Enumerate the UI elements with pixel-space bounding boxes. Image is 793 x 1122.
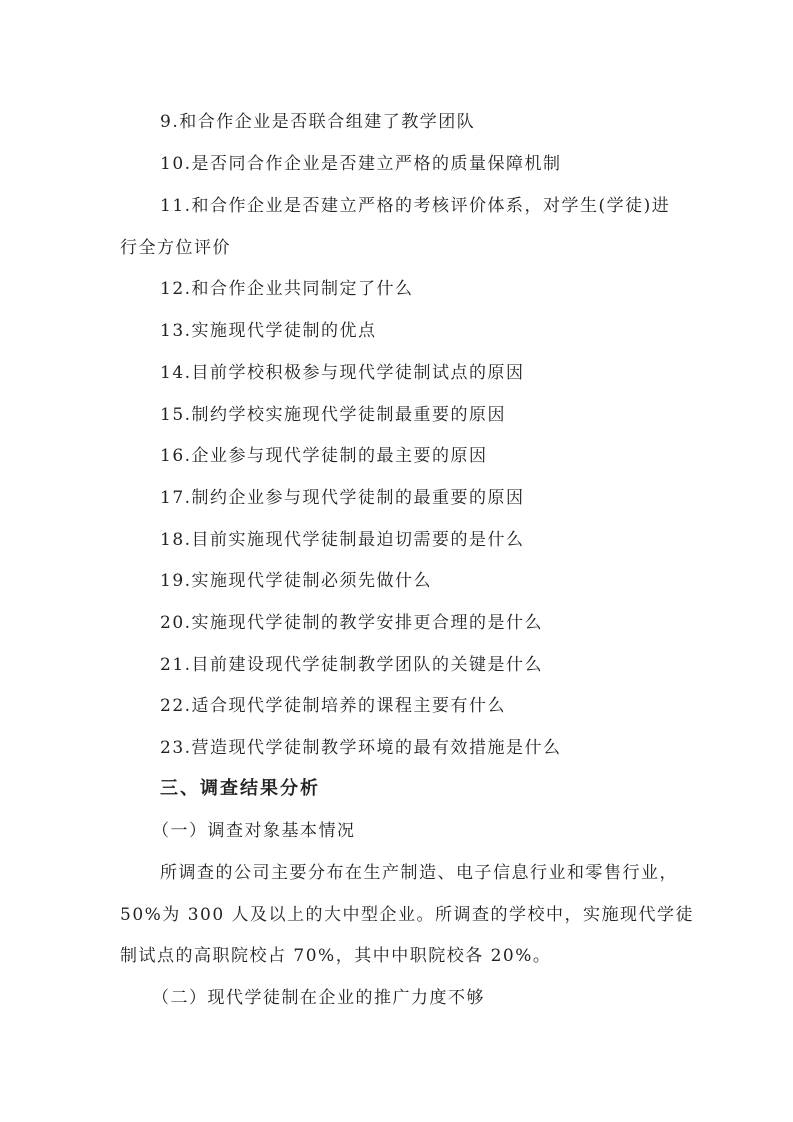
question-22: 22.适合现代学徒制培养的课程主要有什么 (160, 696, 507, 716)
question-14: 14.目前学校积极参与现代学徒制试点的原因 (160, 363, 525, 383)
subsection-heading-2: （二）现代学徒制在企业的推广力度不够 (152, 988, 485, 1008)
question-13: 13.实施现代学徒制的优点 (160, 321, 377, 341)
question-18: 18.目前实施现代学徒制最迫切需要的是什么 (160, 530, 525, 550)
subsection-heading-1: （一）调查对象基本情况 (152, 821, 356, 841)
question-20: 20.实施现代学徒制的教学安排更合理的是什么 (160, 613, 544, 633)
paragraph-line: 所调查的公司主要分布在生产制造、电子信息行业和零售行业， (160, 863, 678, 883)
paragraph-line: 50%为 300 人及以上的大中型企业。所调查的学校中，实施现代学徒 (120, 905, 695, 925)
question-23: 23.营造现代学徒制教学环境的最有效措施是什么 (160, 738, 562, 758)
question-17: 17.制约企业参与现代学徒制的最重要的原因 (160, 488, 525, 508)
question-10: 10.是否同合作企业是否建立严格的质量保障机制 (160, 154, 562, 174)
question-19: 19.实施现代学徒制必须先做什么 (160, 571, 433, 591)
question-11: 11.和合作企业是否建立严格的考核评价体系，对学生(学徒)进 (160, 196, 671, 216)
question-9: 9.和合作企业是否联合组建了教学团队 (160, 112, 476, 132)
question-16: 16.企业参与现代学徒制的最主要的原因 (160, 446, 488, 466)
question-11-continued: 行全方位评价 (120, 238, 231, 258)
question-12: 12.和合作企业共同制定了什么 (160, 279, 414, 299)
paragraph-line: 制试点的高职院校占 70%，其中中职院校各 20%。 (120, 946, 552, 966)
question-15: 15.制约学校实施现代学徒制最重要的原因 (160, 405, 507, 425)
section-heading: 三、调查结果分析 (160, 778, 320, 799)
question-21: 21.目前建设现代学徒制教学团队的关键是什么 (160, 655, 544, 675)
